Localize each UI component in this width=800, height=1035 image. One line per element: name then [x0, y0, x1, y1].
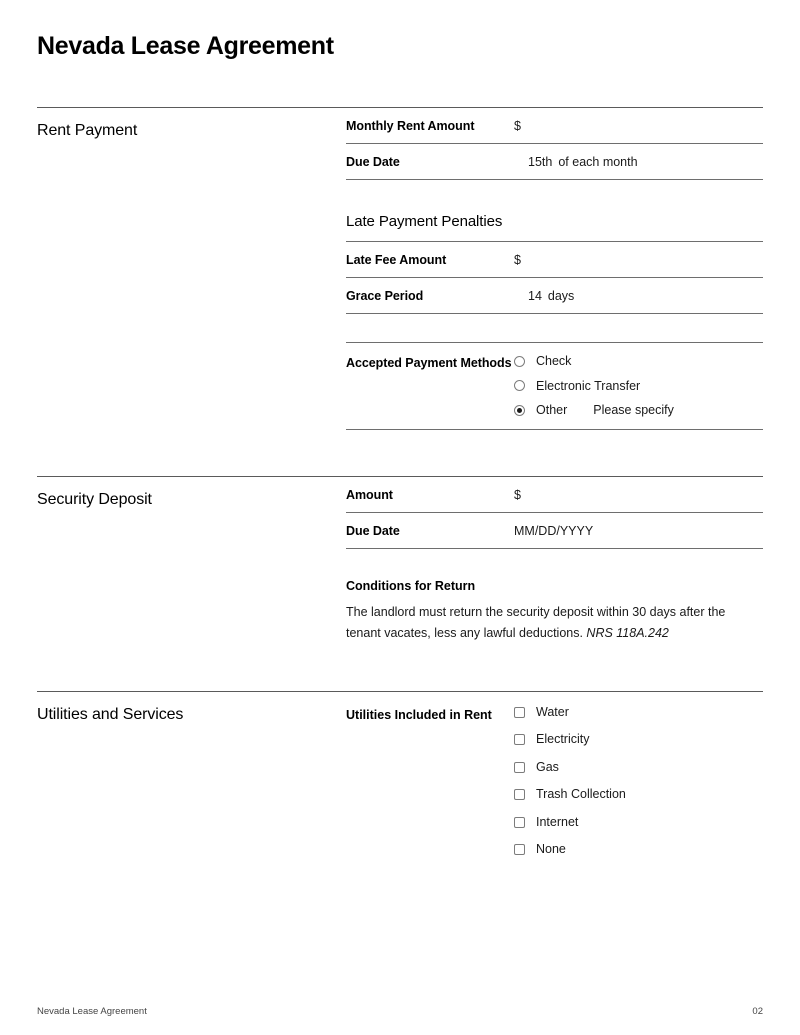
footer-document-name: Nevada Lease Agreement — [37, 1006, 147, 1017]
spacer-after-security-deposit — [37, 645, 763, 691]
page-title: Nevada Lease Agreement — [37, 32, 334, 60]
radio-option-electronic-transfer[interactable] — [514, 380, 763, 393]
section-security-deposit — [37, 476, 763, 645]
radio-group-accepted-payment-methods — [514, 354, 763, 417]
checkbox-icon-water[interactable] — [514, 707, 525, 718]
field-row-grace-period[interactable] — [346, 278, 763, 314]
checkbox-option-internet[interactable] — [514, 816, 763, 829]
text-conditions-for-return — [346, 602, 758, 645]
field-label-deposit-due-date: Due Date — [346, 523, 400, 538]
checkbox-label-gas: Gas — [536, 759, 559, 774]
radio-label-other: Other — [536, 403, 568, 417]
checkbox-label-trash-collection: Trash Collection — [536, 787, 626, 802]
radio-icon-electronic-transfer[interactable] — [514, 380, 525, 391]
section-rent-payment — [37, 107, 763, 430]
footer-page-number: 02 — [752, 1006, 763, 1017]
checkbox-option-none[interactable] — [514, 843, 763, 856]
field-suffix-grace-period: days — [547, 288, 575, 303]
radio-icon-other-selected[interactable] — [514, 405, 525, 416]
checkbox-option-water[interactable] — [514, 706, 763, 719]
checkbox-icon-electricity[interactable] — [514, 734, 525, 745]
section-body-utilities — [346, 692, 763, 856]
subsection-heading-late-payment-penalties: Late Payment Penalties — [346, 212, 503, 230]
section-heading-utilities-and-services: Utilities and Services — [37, 705, 184, 723]
radio-option-check[interactable] — [514, 355, 763, 368]
checkbox-option-electricity[interactable] — [514, 733, 763, 746]
field-row-late-fee-amount[interactable] — [346, 241, 763, 278]
field-fill-rent-due-day[interactable]: 15th — [528, 154, 553, 169]
checkbox-icon-gas[interactable] — [514, 762, 525, 773]
field-suffix-rent-due-date: of each month — [558, 154, 638, 169]
statute-citation: NRS 118A.242 — [586, 626, 669, 641]
field-label-deposit-amount: Amount — [346, 487, 393, 502]
checkbox-label-electricity: Electricity — [536, 732, 590, 747]
field-fill-grace-period-days[interactable]: 14 — [528, 288, 542, 303]
section-body-security-deposit — [346, 477, 763, 645]
section-body-rent-payment — [346, 108, 763, 430]
section-utilities-and-services — [37, 691, 763, 856]
checkbox-group-utilities-included — [514, 692, 763, 856]
field-label-accepted-payment-methods: Accepted Payment Methods — [346, 356, 512, 370]
field-value-grace-period[interactable] — [514, 287, 763, 305]
field-label-late-fee-amount: Late Fee Amount — [346, 252, 447, 267]
radio-icon-check[interactable] — [514, 356, 525, 367]
block-conditions-for-return — [346, 549, 763, 645]
spacer-before-late-payment — [346, 180, 763, 213]
radio-label-electronic-transfer: Electronic Transfer — [536, 378, 641, 393]
checkbox-label-none: None — [536, 842, 566, 857]
checkbox-option-gas[interactable] — [514, 761, 763, 774]
field-row-accepted-payment-methods — [346, 343, 763, 430]
section-heading-security-deposit: Security Deposit — [37, 490, 152, 508]
field-label-grace-period: Grace Period — [346, 288, 424, 303]
conditions-body-text: The landlord must return the security deposit within 30 days after the tenant vacates, less any lawful deductions. — [346, 604, 726, 641]
field-row-utilities-included — [346, 692, 763, 856]
radio-label-check: Check — [536, 354, 572, 368]
heading-conditions-for-return: Conditions for Return — [346, 578, 476, 593]
checkbox-option-trash-collection[interactable] — [514, 788, 763, 801]
field-label-monthly-rent-amount: Monthly Rent Amount — [346, 118, 475, 133]
field-value-late-fee-amount[interactable]: $ — [514, 252, 521, 267]
spacer-title-bottom — [37, 61, 763, 107]
field-row-deposit-amount[interactable] — [346, 477, 763, 513]
field-label-utilities-included-in-rent: Utilities Included in Rent — [346, 707, 492, 722]
section-heading-rent-payment: Rent Payment — [37, 121, 138, 139]
field-value-monthly-rent-amount[interactable]: $ — [514, 118, 521, 133]
checkbox-icon-internet[interactable] — [514, 817, 525, 828]
field-label-rent-due-date: Due Date — [346, 154, 400, 169]
field-value-rent-due-date[interactable] — [514, 153, 763, 171]
spacer-row-blank — [346, 314, 763, 343]
input-hint-please-specify[interactable]: Please specify — [593, 403, 674, 417]
checkbox-icon-none[interactable] — [514, 844, 525, 855]
spacer-after-rent-payment — [37, 430, 763, 476]
checkbox-label-internet: Internet — [536, 814, 579, 829]
field-value-deposit-due-date[interactable]: MM/DD/YYYY — [514, 523, 594, 538]
field-value-deposit-amount[interactable]: $ — [514, 487, 521, 502]
checkbox-icon-trash-collection[interactable] — [514, 789, 525, 800]
field-row-rent-due-date[interactable] — [346, 144, 763, 180]
checkbox-label-water: Water — [536, 704, 569, 719]
radio-option-other[interactable] — [514, 404, 763, 417]
field-row-deposit-due-date[interactable] — [346, 513, 763, 549]
field-row-monthly-rent-amount[interactable] — [346, 108, 763, 144]
page-footer — [37, 1006, 763, 1017]
